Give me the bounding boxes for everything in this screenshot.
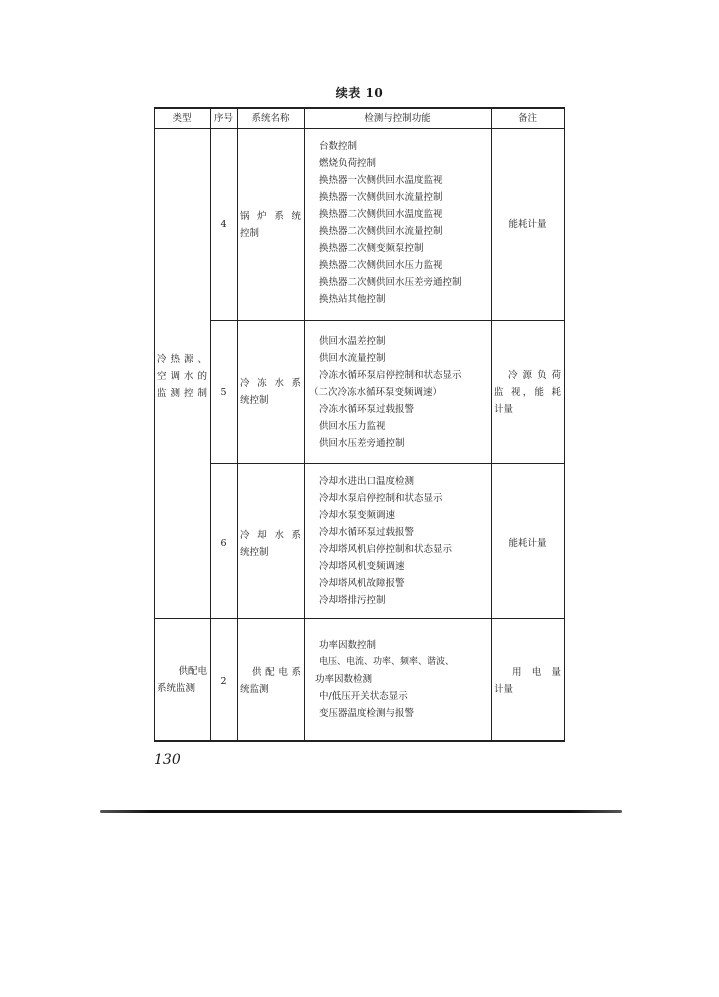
col-rule — [210, 107, 211, 742]
seq-cell: 2 — [220, 676, 227, 687]
col-rule — [304, 107, 305, 742]
function-list: 功率因数控制 电压、电流、功率、频率、谐波、 功率因数检测 中/低压开关状态显示 变压器温度检测与报警 — [315, 640, 455, 719]
col-rule — [237, 107, 238, 742]
header-system: 系统名称 — [251, 113, 290, 124]
remark-cell: 冷 源 负 荷 监 视，能 耗 计量 — [494, 370, 561, 415]
col-rule — [564, 107, 565, 742]
table-caption: 续表 10 — [335, 86, 384, 100]
function-list: 供回水温差控制 供回水流量控制 冷冻水循环泵启停控制和状态显示 （二次冷冻水循环泵变频调速） 冷冻水循环泵过载报警 供回水压力监视 供回水压差旁通控制 — [309, 336, 462, 449]
remark-cell: 能耗计量 — [508, 219, 547, 230]
header-rule — [154, 128, 565, 129]
system-cell: 供 配 电 系 统监测 — [240, 667, 301, 695]
function-list: 冷却水进出口温度检测 冷却水泵启停控制和状态显示 冷却水泵变频调速 冷却水循环泵过载报警 冷却塔风机启停控制和状态显示 冷却塔风机变频调速 冷却塔风机故障报警 冷却塔排污控制 — [319, 476, 453, 606]
type-cell: 供配电 系统监测 — [157, 666, 207, 694]
header-seq: 序号 — [213, 113, 233, 124]
remark-cell: 能耗计量 — [508, 538, 547, 549]
data-table — [154, 107, 565, 742]
seq-cell: 5 — [220, 387, 227, 398]
page-number: 130 — [154, 752, 181, 768]
table-top-rule — [154, 107, 565, 109]
seq-cell: 4 — [220, 219, 227, 230]
system-cell: 冷 却 水 系 统控制 — [240, 530, 301, 558]
col-rule — [491, 107, 492, 742]
footer-rule — [100, 810, 622, 813]
header-remark: 备注 — [517, 113, 537, 124]
row-rule — [210, 320, 565, 321]
type-cell: 冷热源、 空 调 水 的 监测控制 — [157, 354, 207, 399]
seq-cell: 6 — [220, 538, 227, 549]
system-cell: 冷 冻 水 系 统控制 — [240, 378, 301, 406]
system-cell: 锅 炉 系 统 控制 — [240, 211, 301, 239]
col-rule — [154, 107, 155, 742]
function-list: 台数控制 燃烧负荷控制 换热器一次侧供回水温度监视 换热器一次侧供回水流量控制 换热器二次侧供回水温度监视 换热器二次侧供回水流量控制 换热器二次侧变频泵控制 换热器二次侧供回水压力监视 换热器二次侧供回水压差旁通控制 换热站其他控制 — [319, 141, 462, 305]
group-rule — [154, 618, 565, 619]
table-bottom-rule — [154, 740, 565, 742]
row-rule — [210, 463, 565, 464]
header-function: 检测与控制功能 — [364, 113, 431, 124]
header-type: 类型 — [172, 113, 192, 124]
remark-cell: 用 电 量 计量 — [494, 667, 561, 695]
